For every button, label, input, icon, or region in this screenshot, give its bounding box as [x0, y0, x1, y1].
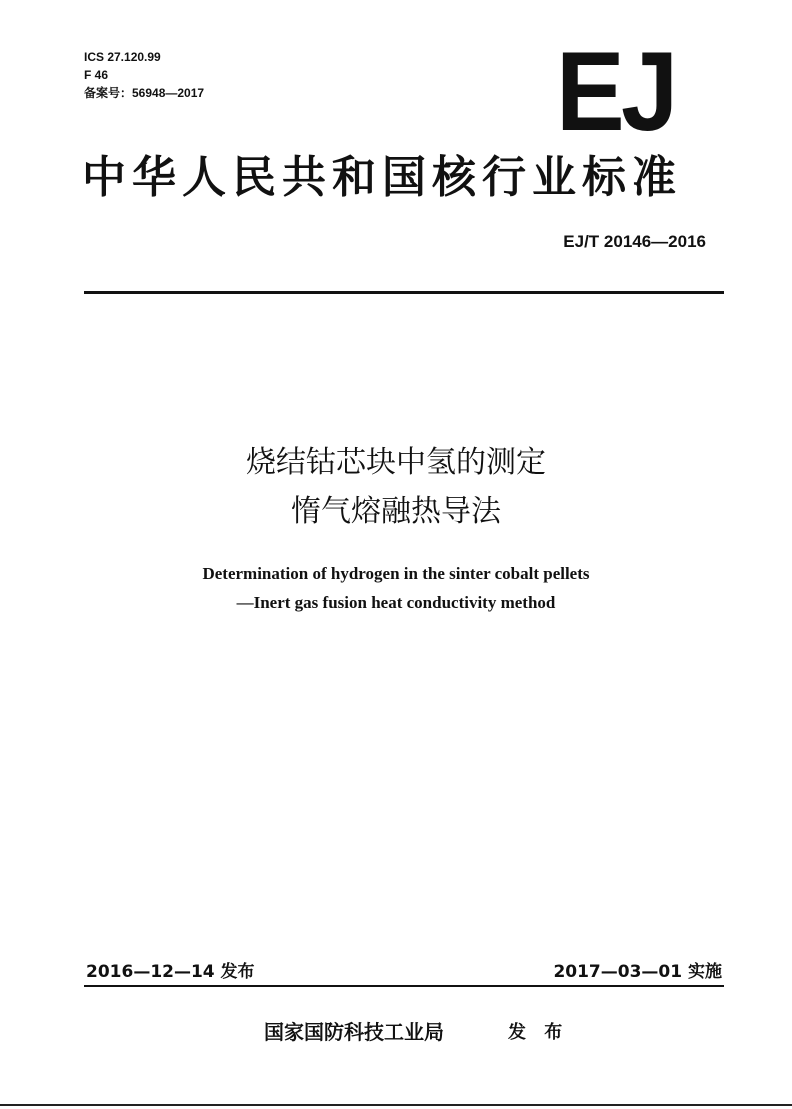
- ej-logo: EJ: [556, 29, 675, 154]
- ccs-code: F 46: [84, 68, 109, 82]
- footer-divider: [84, 985, 724, 987]
- record-number: 备案号：56948—2017: [84, 86, 205, 100]
- standard-category-title: 中华人民共和国核行业标准: [82, 152, 682, 203]
- english-title-line-2: —Inert gas fusion heat conductivity method: [236, 593, 556, 612]
- publish-label: 发 布: [508, 1022, 569, 1043]
- standard-number: EJ/T 20146—2016: [563, 232, 706, 251]
- issue-date: 2016—12—14 发布: [86, 962, 255, 982]
- header-divider: [84, 291, 724, 294]
- scan-edge-line: [0, 1104, 792, 1106]
- ics-code: ICS 27.120.99: [84, 50, 161, 64]
- implementation-date: 2017—03—01 实施: [553, 962, 722, 982]
- chinese-title-line-1: 烧结钴芯块中氢的测定: [246, 445, 546, 480]
- english-title-line-1: Determination of hydrogen in the sinter cobalt pellets: [202, 564, 590, 583]
- chinese-title-line-2: 惰气熔融热导法: [291, 494, 501, 529]
- issuing-authority: 国家国防科技工业局: [264, 1020, 444, 1044]
